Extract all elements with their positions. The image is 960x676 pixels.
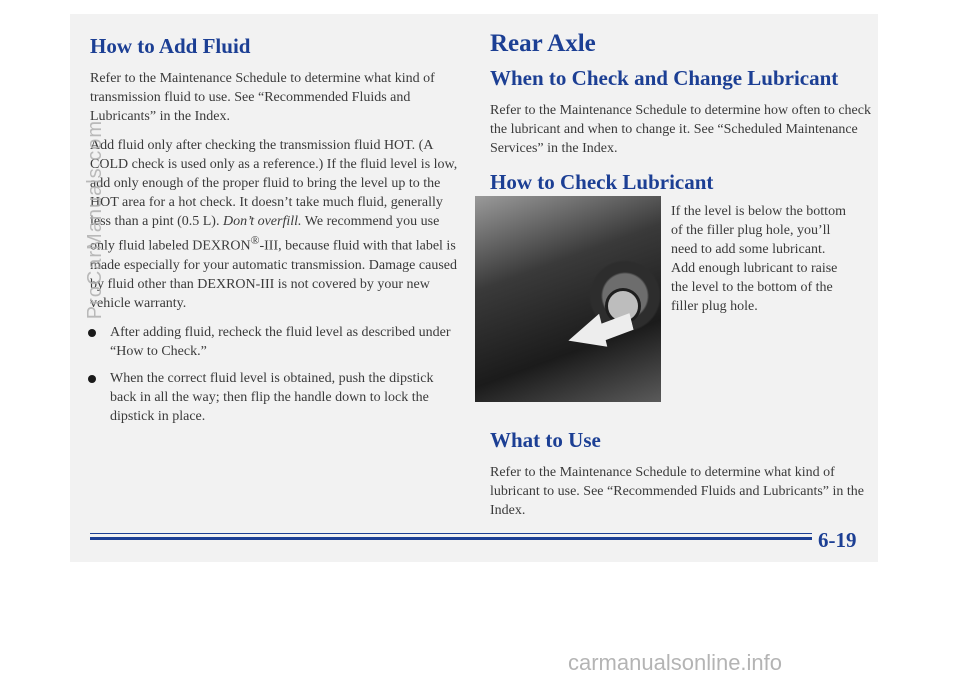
paragraph-fluid-type: Refer to the Maintenance Schedule to determine what kind of transmission fluid to use. See “Recommended Fluids and Lubricants” in the Index.: [90, 71, 435, 124]
title-rear-axle: Rear Axle: [490, 30, 596, 57]
left-column: [90, 34, 460, 434]
registered-mark: ®: [250, 234, 260, 247]
text-segment: -III, because fluid with that label is made especially for your automatic transmission. Damage caused by fluid other than DEXRON-III is not covered by your new vehicle warranty.: [90, 238, 457, 311]
list-item-text: After adding fluid, recheck the fluid level as described under “How to Check.”: [110, 324, 451, 359]
list-item: [90, 323, 460, 361]
watermark-vertical: ProCarManuals.com: [84, 120, 106, 320]
heading-how-to-add-fluid: How to Add Fluid: [90, 34, 251, 58]
watermark-horizontal: carmanualsonline.info: [568, 650, 783, 675]
bullet-icon: [88, 375, 96, 383]
footer-rule: [90, 533, 812, 545]
heading-when-to-check: When to Check and Change Lubricant: [490, 66, 839, 90]
what-to-use-section: [490, 428, 880, 530]
list-item: [90, 369, 460, 426]
divider: [90, 533, 812, 534]
paragraph-what-to-use: Refer to the Maintenance Schedule to determine what kind of lubricant to use. See “Recommended Fluids and Lubricants” in the Index.: [490, 465, 865, 518]
filler-plug-photo: [475, 196, 661, 402]
heading-how-to-check: How to Check Lubricant: [490, 170, 714, 194]
text-segment: We recommend you use only fluid labeled DEXRON: [90, 214, 440, 254]
bullet-list: [90, 323, 460, 426]
emphasis-dont-overfill: Don’t overfill.: [222, 214, 302, 229]
text-segment: Add fluid only after checking the transmission fluid HOT. (A COLD check is used only as a reference.) If the fluid level is low, add only enough of the proper fluid to bring the level up to the HOT area for a hot check. It doesn’t take much fluid, generally less than a pint (0.5 L).: [90, 138, 458, 229]
paragraph-add-fluid: [90, 136, 460, 313]
page-number: 6-19: [818, 528, 857, 552]
heading-what-to-use: What to Use: [490, 428, 601, 452]
divider: [90, 537, 812, 540]
bullet-icon: [88, 329, 96, 337]
paragraph-how-to-check: If the level is below the bottom of the filler plug hole, you’ll need to add some lubricant. Add enough lubricant to raise the level to the bottom of the filler plug hole.: [671, 204, 846, 314]
paragraph-when-to-check: Refer to the Maintenance Schedule to determine how often to check the lubricant and when to change it. See “Scheduled Maintenance Services” in the Index.: [490, 103, 871, 156]
list-item-text: When the correct fluid level is obtained, push the dipstick back in all the way; then flip the handle down to lock the dipstick in place.: [110, 370, 434, 424]
right-column: [490, 30, 875, 205]
